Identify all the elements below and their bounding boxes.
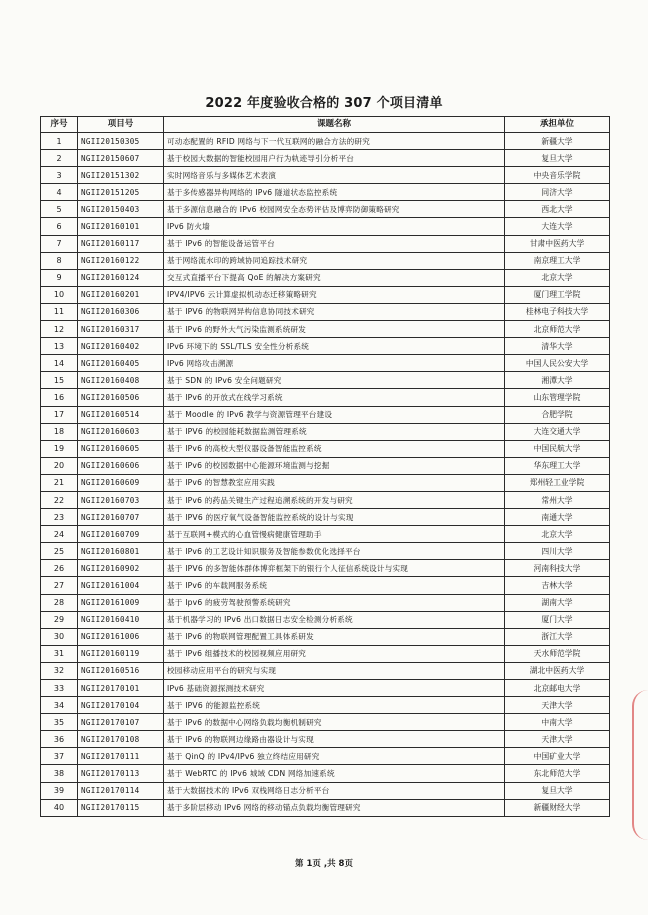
cell-project-id: NGII20170113	[78, 765, 164, 782]
cell-project-title: 基于 IPv6 的智慧教室应用实践	[164, 474, 505, 491]
cell-unit: 华东理工大学	[505, 457, 610, 474]
cell-unit: 北京大学	[505, 269, 610, 286]
cell-unit: 中南大学	[505, 714, 610, 731]
cell-serial: 3	[41, 167, 78, 184]
cell-project-id: NGII20160609	[78, 474, 164, 491]
cell-project-id: NGII20160410	[78, 611, 164, 628]
table-row	[41, 662, 610, 679]
cell-project-title: 基于多传感器异构网络的 IPv6 隧道状态监控系统	[164, 184, 505, 201]
table-row	[41, 372, 610, 389]
cell-serial: 32	[41, 662, 78, 679]
table-row	[41, 543, 610, 560]
cell-serial: 36	[41, 731, 78, 748]
table-row	[41, 167, 610, 184]
cell-project-title: 基于大数据技术的 IPv6 双栈网络日志分析平台	[164, 782, 505, 799]
cell-project-title: 可动态配置的 RFID 网络与下一代互联网的融合方法的研究	[164, 133, 505, 150]
cell-serial: 33	[41, 680, 78, 697]
cell-project-id: NGII20161004	[78, 577, 164, 594]
cell-project-title: 基于 IPv6 的智能设备运管平台	[164, 235, 505, 252]
cell-serial: 14	[41, 355, 78, 372]
table-row	[41, 338, 610, 355]
cell-project-title: 基于 Moodle 的 IPv6 教学与资源管理平台建设	[164, 406, 505, 423]
cell-unit: 中国民航大学	[505, 440, 610, 457]
cell-unit: 北京邮电大学	[505, 680, 610, 697]
cell-unit: 新疆大学	[505, 133, 610, 150]
cell-serial: 7	[41, 235, 78, 252]
cell-project-title: 基于 IPv6 的数据中心网络负载均衡机制研究	[164, 714, 505, 731]
cell-project-id: NGII20150305	[78, 133, 164, 150]
cell-unit: 合肥学院	[505, 406, 610, 423]
cell-project-id: NGII20160119	[78, 645, 164, 662]
cell-project-title: 基于 IPV6 的物联网异构信息协同技术研究	[164, 303, 505, 320]
cell-project-id: NGII20160902	[78, 560, 164, 577]
cell-serial: 29	[41, 611, 78, 628]
cell-project-id: NGII20160606	[78, 457, 164, 474]
cell-project-title: 基于 IPv6 组播技术的校园视频应用研究	[164, 645, 505, 662]
cell-serial: 4	[41, 184, 78, 201]
cell-unit: 常州大学	[505, 491, 610, 508]
cell-project-id: NGII20160317	[78, 321, 164, 338]
table-row	[41, 218, 610, 235]
cell-project-title: 基于 IPv6 的车载网服务系统	[164, 577, 505, 594]
cell-unit: 湖南大学	[505, 594, 610, 611]
table-row	[41, 201, 610, 218]
cell-project-id: NGII20170108	[78, 731, 164, 748]
cell-project-id: NGII20160709	[78, 526, 164, 543]
cell-project-id: NGII20160405	[78, 355, 164, 372]
table-row	[41, 509, 610, 526]
cell-project-id: NGII20151205	[78, 184, 164, 201]
cell-unit: 厦门大学	[505, 611, 610, 628]
cell-unit: 中央音乐学院	[505, 167, 610, 184]
cell-project-title: IPV4/IPV6 云计算虚拟机动态迁移策略研究	[164, 286, 505, 303]
cell-project-id: NGII20160514	[78, 406, 164, 423]
cell-serial: 5	[41, 201, 78, 218]
header-unit: 承担单位	[505, 117, 610, 133]
cell-unit: 中国人民公安大学	[505, 355, 610, 372]
cell-serial: 26	[41, 560, 78, 577]
cell-project-title: 实时网络音乐与多媒体艺术表演	[164, 167, 505, 184]
cell-project-title: IPv6 防火墙	[164, 218, 505, 235]
cell-project-title: 基于 IPV6 的校园能耗数据监测管理系统	[164, 423, 505, 440]
cell-unit: 湖北中医药大学	[505, 662, 610, 679]
cell-unit: 郑州轻工业学院	[505, 474, 610, 491]
cell-project-id: NGII20170115	[78, 799, 164, 816]
table-row	[41, 133, 610, 150]
cell-serial: 18	[41, 423, 78, 440]
cell-serial: 16	[41, 389, 78, 406]
cell-project-title: 基于 IPV6 的能源监控系统	[164, 697, 505, 714]
cell-project-title: 基于 IPv6 的高校大型仪器设备智能监控系统	[164, 440, 505, 457]
cell-project-id: NGII20161009	[78, 594, 164, 611]
cell-project-title: 基于 IPv6 的工艺设计知识服务及智能参数优化选择平台	[164, 543, 505, 560]
cell-project-title: 基于 QinQ 的 IPv4/IPv6 独立终结应用研究	[164, 748, 505, 765]
red-seal-fragment	[632, 690, 648, 840]
cell-project-id: NGII20150607	[78, 150, 164, 167]
cell-unit: 湘潭大学	[505, 372, 610, 389]
cell-project-title: 基于机器学习的 IPv6 出口数据日志安全检测分析系统	[164, 611, 505, 628]
cell-serial: 2	[41, 150, 78, 167]
table-row	[41, 748, 610, 765]
cell-unit: 桂林电子科技大学	[505, 303, 610, 320]
table-row	[41, 782, 610, 799]
cell-project-title: 基于 WebRTC 的 IPv6 城域 CDN 网络加速系统	[164, 765, 505, 782]
cell-unit: 南京理工大学	[505, 252, 610, 269]
cell-unit: 同济大学	[505, 184, 610, 201]
cell-project-title: IPv6 环境下的 SSL/TLS 安全性分析系统	[164, 338, 505, 355]
cell-serial: 9	[41, 269, 78, 286]
table-row	[41, 799, 610, 816]
table-row	[41, 150, 610, 167]
header-serial: 序号	[41, 117, 78, 133]
table-row	[41, 765, 610, 782]
cell-unit: 山东管理学院	[505, 389, 610, 406]
table-row	[41, 286, 610, 303]
cell-serial: 1	[41, 133, 78, 150]
table-row	[41, 680, 610, 697]
cell-project-id: NGII20160506	[78, 389, 164, 406]
cell-project-id: NGII20160516	[78, 662, 164, 679]
cell-unit: 北京大学	[505, 526, 610, 543]
cell-project-id: NGII20160124	[78, 269, 164, 286]
cell-project-title: 基于互联网+模式的心血管慢病健康管理助手	[164, 526, 505, 543]
cell-serial: 34	[41, 697, 78, 714]
cell-project-title: 基于 IPv6 的校园数据中心能源环境监测与挖掘	[164, 457, 505, 474]
cell-unit: 浙江大学	[505, 628, 610, 645]
cell-project-title: 校园移动应用平台的研究与实现	[164, 662, 505, 679]
cell-unit: 清华大学	[505, 338, 610, 355]
cell-serial: 13	[41, 338, 78, 355]
cell-project-title: 交互式直播平台下提高 QoE 的解决方案研究	[164, 269, 505, 286]
cell-unit: 新疆财经大学	[505, 799, 610, 816]
cell-serial: 39	[41, 782, 78, 799]
cell-unit: 南通大学	[505, 509, 610, 526]
cell-project-id: NGII20160402	[78, 338, 164, 355]
cell-unit: 北京师范大学	[505, 321, 610, 338]
table-row	[41, 577, 610, 594]
cell-project-id: NGII20170111	[78, 748, 164, 765]
cell-project-id: NGII20160117	[78, 235, 164, 252]
cell-project-title: IPv6 网络攻击溯源	[164, 355, 505, 372]
cell-serial: 27	[41, 577, 78, 594]
cell-project-id: NGII20160408	[78, 372, 164, 389]
cell-unit: 四川大学	[505, 543, 610, 560]
cell-unit: 中国矿业大学	[505, 748, 610, 765]
cell-unit: 复旦大学	[505, 782, 610, 799]
cell-serial: 35	[41, 714, 78, 731]
cell-unit: 天津大学	[505, 731, 610, 748]
cell-serial: 23	[41, 509, 78, 526]
table-row	[41, 526, 610, 543]
cell-serial: 40	[41, 799, 78, 816]
table-row	[41, 423, 610, 440]
cell-project-id: NGII20160201	[78, 286, 164, 303]
table-row	[41, 235, 610, 252]
cell-serial: 6	[41, 218, 78, 235]
cell-project-id: NGII20151302	[78, 167, 164, 184]
cell-project-title: 基于 SDN 的 IPv6 安全问题研究	[164, 372, 505, 389]
cell-unit: 天水师范学院	[505, 645, 610, 662]
cell-project-id: NGII20160306	[78, 303, 164, 320]
cell-project-id: NGII20170101	[78, 680, 164, 697]
cell-unit: 西北大学	[505, 201, 610, 218]
cell-serial: 30	[41, 628, 78, 645]
cell-project-id: NGII20161006	[78, 628, 164, 645]
table-row	[41, 560, 610, 577]
cell-serial: 31	[41, 645, 78, 662]
table-row	[41, 697, 610, 714]
header-project-title: 课题名称	[164, 117, 505, 133]
cell-project-id: NGII20160703	[78, 491, 164, 508]
cell-project-title: 基于 IPv6 的物联网管理配置工具体系研发	[164, 628, 505, 645]
cell-project-id: NGII20160707	[78, 509, 164, 526]
cell-serial: 15	[41, 372, 78, 389]
cell-serial: 37	[41, 748, 78, 765]
cell-unit: 大连交通大学	[505, 423, 610, 440]
cell-serial: 22	[41, 491, 78, 508]
table-row	[41, 594, 610, 611]
cell-project-id: NGII20170107	[78, 714, 164, 731]
page-number: 第 1页 ,共 8页	[295, 859, 353, 869]
cell-serial: 21	[41, 474, 78, 491]
table-row	[41, 389, 610, 406]
cell-unit: 厦门理工学院	[505, 286, 610, 303]
cell-unit: 大连大学	[505, 218, 610, 235]
table-row	[41, 303, 610, 320]
table-row	[41, 269, 610, 286]
cell-project-title: 基于 Ipv6 的疲劳驾驶预警系统研究	[164, 594, 505, 611]
cell-serial: 11	[41, 303, 78, 320]
cell-project-title: 基于多源信息融合的 IPv6 校园网安全态势评估及博弈防御策略研究	[164, 201, 505, 218]
cell-project-title: 基于 IPv6 的物联网边缘路由器设计与实现	[164, 731, 505, 748]
cell-serial: 8	[41, 252, 78, 269]
cell-project-id: NGII20160801	[78, 543, 164, 560]
cell-project-id: NGII20160122	[78, 252, 164, 269]
cell-serial: 38	[41, 765, 78, 782]
cell-project-id: NGII20160603	[78, 423, 164, 440]
table-row	[41, 252, 610, 269]
cell-project-title: 基于 IPV6 的多智能体群体博弈框架下的银行个人征信系统设计与实现	[164, 560, 505, 577]
cell-unit: 河南科技大学	[505, 560, 610, 577]
cell-project-title: 基于 IPV6 的医疗氧气设备智能监控系统的设计与实现	[164, 509, 505, 526]
cell-serial: 19	[41, 440, 78, 457]
table-row	[41, 645, 610, 662]
cell-unit: 甘肃中医药大学	[505, 235, 610, 252]
table-row	[41, 491, 610, 508]
cell-unit: 吉林大学	[505, 577, 610, 594]
table-row	[41, 731, 610, 748]
table-row	[41, 406, 610, 423]
table-row	[41, 457, 610, 474]
cell-project-id: NGII20170104	[78, 697, 164, 714]
cell-unit: 复旦大学	[505, 150, 610, 167]
cell-project-title: 基于多阶层移动 IPv6 网络的移动锚点负载均衡管理研究	[164, 799, 505, 816]
table-row	[41, 184, 610, 201]
cell-project-id: NGII20160605	[78, 440, 164, 457]
table-row	[41, 714, 610, 731]
cell-unit: 东北师范大学	[505, 765, 610, 782]
table-row	[41, 611, 610, 628]
cell-project-title: 基于 IPv6 的药品关键生产过程追溯系统的开发与研究	[164, 491, 505, 508]
cell-project-title: 基于网络流水印的跨域协同追踪技术研究	[164, 252, 505, 269]
cell-project-title: 基于 IPv6 的野外大气污染监测系统研发	[164, 321, 505, 338]
cell-project-id: NGII20170114	[78, 782, 164, 799]
table-body	[41, 133, 610, 817]
project-table	[40, 116, 610, 817]
cell-serial: 24	[41, 526, 78, 543]
table-row	[41, 440, 610, 457]
cell-serial: 10	[41, 286, 78, 303]
cell-project-title: IPv6 基础资源探测技术研究	[164, 680, 505, 697]
cell-serial: 20	[41, 457, 78, 474]
cell-serial: 12	[41, 321, 78, 338]
page-title: 2022 年度验收合格的 307 个项目清单	[205, 96, 443, 111]
cell-serial: 25	[41, 543, 78, 560]
table-row	[41, 474, 610, 491]
cell-serial: 17	[41, 406, 78, 423]
header-project-id: 项目号	[78, 117, 164, 133]
table-row	[41, 355, 610, 372]
cell-serial: 28	[41, 594, 78, 611]
table-row	[41, 628, 610, 645]
cell-unit: 天津大学	[505, 697, 610, 714]
cell-project-id: NGII20150403	[78, 201, 164, 218]
table-header-row	[41, 117, 610, 133]
cell-project-id: NGII20160101	[78, 218, 164, 235]
table-row	[41, 321, 610, 338]
cell-project-title: 基于校园大数据的智能校园用户行为轨迹导引分析平台	[164, 150, 505, 167]
cell-project-title: 基于 IPv6 的开放式在线学习系统	[164, 389, 505, 406]
